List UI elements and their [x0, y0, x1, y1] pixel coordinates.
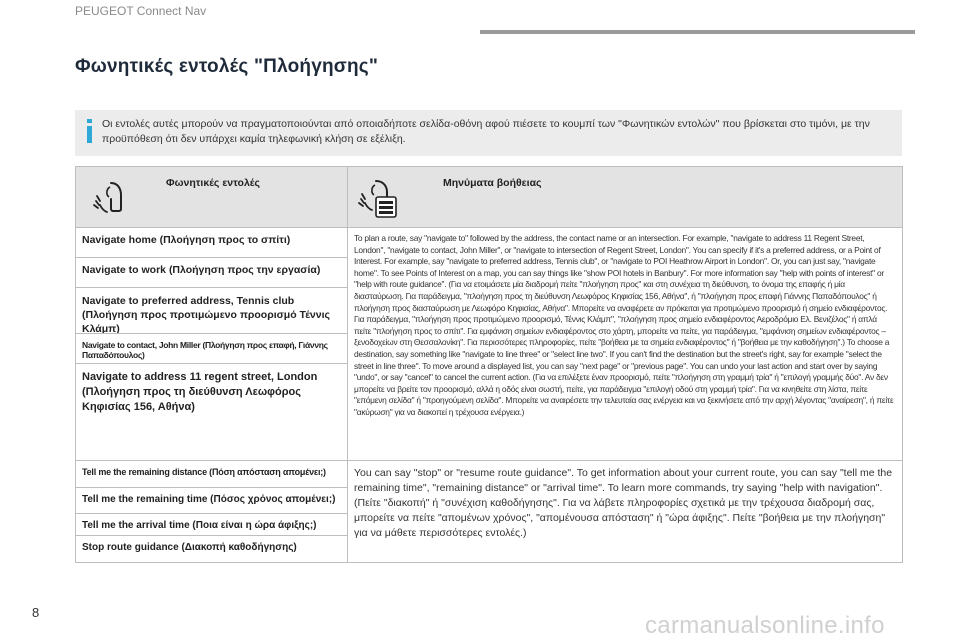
page-title: Φωνητικές εντολές "Πλοήγησης": [75, 56, 379, 77]
info-text: Οι εντολές αυτές μπορούν να πραγματοποιούνται από οποιαδήποτε σελίδα-οθόνη αφού πιέσετε το κουμπί των "Φωνητικών εντολών" που βρίσκεται στο τιμόνι, με την προϋπόθεση ότι δεν υπάρχει καμία τηλεφωνική κλήση σε εξέλιξη.: [102, 118, 870, 145]
page-number: 8: [32, 605, 40, 620]
help-guidance-text: You can say "stop" or "resume route guidance". To get information about your current route, you can say "tell me the remaining time", "remaining distance" or "arrival time". To learn more commands, try saying "help with navigation". (Πείτε "διακοπή" ή "συνέχιση καθοδήγησης". Για να λάβετε πληροφορίες σχετικά με την τρέχουσα διαδρομή σας, μπορείτε να πείτε "απομένων χρόνος", "απομένουσα απόσταση" ή "ώρα άφιξης". Πείτε "βοήθεια με την πλοήγηση" για να μάθετε περισσότερες εντολές.): [348, 460, 902, 562]
voice-commands-table: [75, 166, 903, 563]
watermark: carmanualsonline.info: [645, 612, 885, 639]
header-rule: [480, 30, 915, 34]
help-message-icon: [356, 175, 402, 221]
commands-header: [76, 167, 348, 227]
info-icon: [83, 119, 97, 145]
help-header: [348, 167, 902, 227]
command-arrival-time: Tell me the arrival time (Ποια είναι η ώρα άφιξης;): [76, 513, 348, 535]
command-navigate-contact: Navigate to contact, John Miller (Πλοήγηση προς επαφή, Γιάννης Παπαδόπουλος): [76, 333, 348, 363]
info-box: [75, 110, 902, 156]
command-remaining-time: Tell me the remaining time (Πόσος χρόνος απομένει;): [76, 487, 348, 513]
header-brand: PEUGEOT Connect Nav: [75, 4, 207, 18]
command-navigate-preferred: Navigate to preferred address, Tennis club (Πλοήγηση προς προτιμώμενο προορισμό Τέννις Κλάμπ): [76, 287, 348, 333]
help-navigation-text: To plan a route, say "navigate to" followed by the address, the contact name or an intersection. For example, "navigate to address 11 Regent Street, London", "navigate to contact, John Miller", or "navigate to intersection of Regent Street, London". You can specify if it's a preferred address, or a Point of Interest. For example, say "navigate to preferred address, Tennis club", or "navigate to POI Heathrow Airport in London". Or, you can just say, "navigate home". To see Points of Interest on a map, you can say things like "show POI hotels in Banbury". For more information say "help with points of interest" or "help with route guidance". (Για να ετοιμάσετε μία διαδρομή πείτε "πλοήγηση προς" και στη συνέχεια τη διεύθυνση, το όνομα της επαφής ή μία διασταύρωση. Για παράδειγμα, "πλοήγηση προς τη διεύθυνση Λεωφόρος Κηφισίας 156, Αθήνα", ή "πλοήγηση προς επαφή Γιάννης Παπαδόπουλος" ή πλοήγηση προς διασταύρωση με Λεωφόρο Κηφισίας, Αθήνα". Μπορείτε να αναφέρετε αν πρόκειται για προτιμώμενο προορισμό ή σημείο ενδιαφέροντος. Για παράδειγμα, "πλοήγηση προς προτιμώμενο προορισμό, Τέννις Κλάμπ", "πλοήγηση προς σημείο ενδιαφέροντος Αεροδρόμιο Ελ. Βενιζέλος" ή απλά πείτε "πλοήγηση προς το σπίτι". Για εμφάνιση σημείων ενδιαφέροντος στο χάρτη, μπορείτε να πείτε, για παράδειγμα, "εμφάνιση σημείων ενδιαφέροντος – ξενοδοχείων στη Θεσσαλονίκη". Για περισσότερες πληροφορίες, πείτε "βοήθεια με τα σημεία ενδιαφέροντος" ή "βοήθεια με την καθοδήγηση".) To choose a destination, say something like "navigate to line three" or "select line two". If you can't find the destination but the street's right, say for example "select the street in line three". To move around a displayed list, you can say "next page" or "previous page". You can undo your last action and start over by saying "undo", or say "cancel" to cancel the current action. (Για να επιλέξετε έναν προορισμό, πείτε "πλοήγηση στη γραμμή τρία" ή "επιλογή γραμμής δύο". Αν δεν μπορείτε να βρείτε τον προορισμό, αλλά η οδός είναι σωστή, πείτε, για παράδειγμα "επιλογή οδού στη γραμμή τρία". Για να κινηθείτε στη λίστα, πείτε "επόμενη σελίδα" ή "προηγούμενη σελίδα". Μπορείτε να αναιρέσετε την τελευταία σας ενέργεια και να ξεκινήσετε από την αρχή λέγοντας "αναίρεση", ή πείτε "ακύρωση" για να διακοπεί η τρέχουσα ενέργεια.): [348, 227, 902, 460]
command-navigate-work: Navigate to work (Πλοήγηση προς την εργασία): [76, 257, 348, 287]
command-navigate-address: Navigate to address 11 regent street, London (Πλοήγηση προς τη διεύθυνση Λεωφόρος Κηφισίας 156, Αθήνα): [76, 363, 348, 460]
help-header-label: Μηνύματα βοήθειας: [443, 177, 542, 189]
voice-command-icon: [88, 175, 134, 221]
command-stop-guidance: Stop route guidance (Διακοπή καθοδήγησης): [76, 535, 348, 562]
command-remaining-distance: Tell me the remaining distance (Πόση απόσταση απομένει;): [76, 460, 348, 487]
commands-header-label: Φωνητικές εντολές: [166, 177, 260, 189]
command-navigate-home: Navigate home (Πλοήγηση προς το σπίτι): [76, 227, 348, 257]
